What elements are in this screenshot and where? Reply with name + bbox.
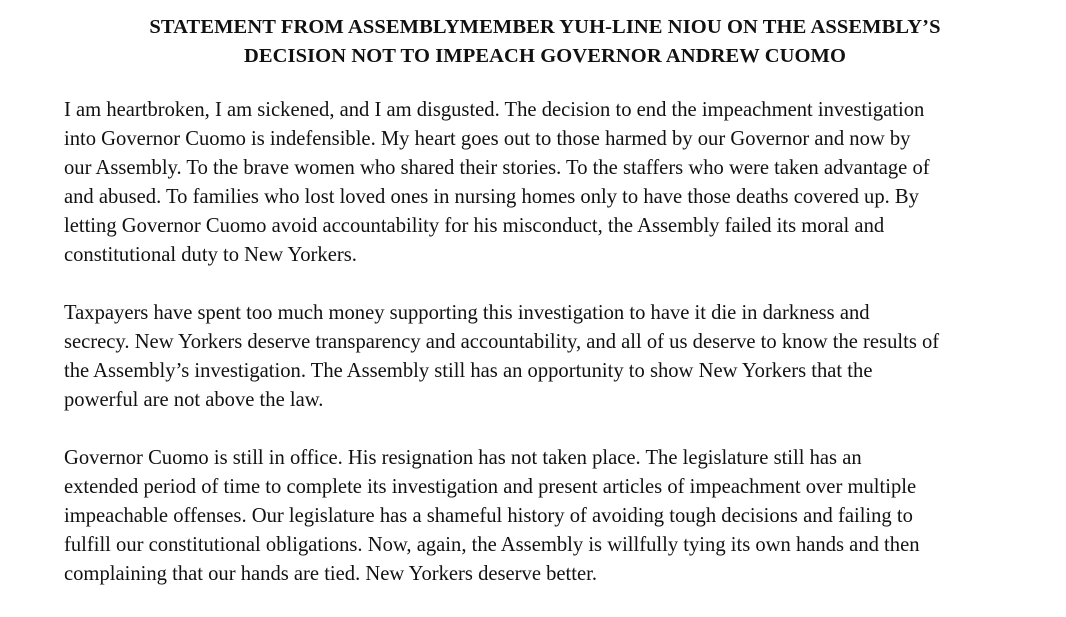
paragraph-3 <box>64 444 1026 589</box>
text-line: letting Governor Cuomo avoid accountability for his misconduct, the Assembly failed its moral and <box>64 215 885 237</box>
text-line: the Assembly’s investigation. The Assembly still has an opportunity to show New Yorkers that the <box>64 360 873 382</box>
paragraph-1 <box>64 96 1026 270</box>
paragraph-2 <box>64 299 1026 415</box>
text-line: and abused. To families who lost loved ones in nursing homes only to have those deaths covered up. By <box>64 186 919 208</box>
text-line: constitutional duty to New Yorkers. <box>64 244 357 266</box>
text-line: into Governor Cuomo is indefensible. My heart goes out to those harmed by our Governor and now by <box>64 128 911 150</box>
text-line: powerful are not above the law. <box>64 389 324 411</box>
text-line: complaining that our hands are tied. New Yorkers deserve better. <box>64 563 598 585</box>
text-line: impeachable offenses. Our legislature has a shameful history of avoiding tough decisions and failing to <box>64 505 913 527</box>
text-line: I am heartbroken, I am sickened, and I am disgusted. The decision to end the impeachment investigation <box>64 99 925 121</box>
title-line: STATEMENT FROM ASSEMBLYMEMBER YUH-LINE NIOU ON THE ASSEMBLY’S <box>149 16 941 38</box>
text-line: fulfill our constitutional obligations. Now, again, the Assembly is willfully tying its own hands and then <box>64 534 920 556</box>
statement-body <box>64 96 1026 589</box>
title-line: DECISION NOT TO IMPEACH GOVERNOR ANDREW CUOMO <box>243 45 847 67</box>
text-line: Taxpayers have spent too much money supporting this investigation to have it die in darkness and <box>64 302 870 324</box>
statement-title <box>64 13 1026 71</box>
text-line: secrecy. New Yorkers deserve transparency and accountability, and all of us deserve to know the results of <box>64 331 940 353</box>
text-line: extended period of time to complete its investigation and present articles of impeachment over multiple <box>64 476 917 498</box>
text-line: Governor Cuomo is still in office. His resignation has not taken place. The legislature still has an <box>64 447 862 469</box>
text-line: our Assembly. To the brave women who shared their stories. To the staffers who were taken advantage of <box>64 157 930 179</box>
